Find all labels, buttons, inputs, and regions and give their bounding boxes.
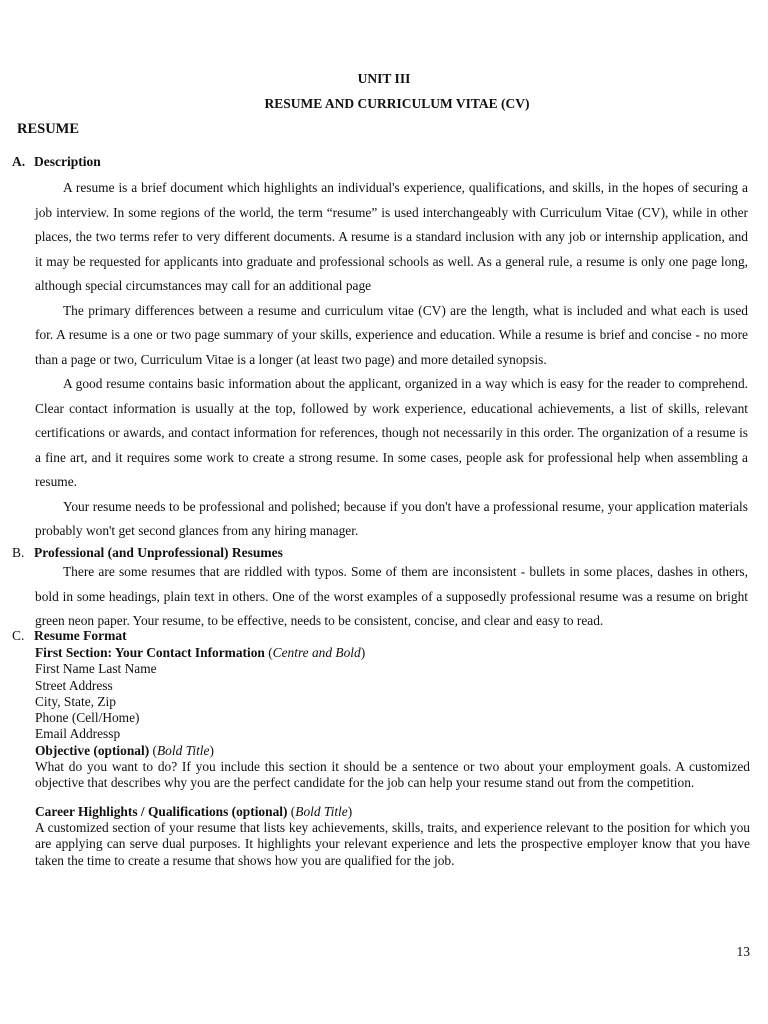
section-a-letter: A. [12,154,26,169]
contact-line: Email Addressp [35,726,121,742]
section-a-paragraph: A resume is a brief document which highlights an individual's experience, qualifications, and skills, in the hopes of securing a job interview. In some regions of the world, the term “resume” is used interchangeably with Curriculum Vitae (CV), while in other places, the two terms refer to very different documents. A resume is a standard inclusion with any job or internship application, and it may be requested for applicants into graduate and professional schools as well. As a general rule, a resume is only one page long, although special circumstances may call for an additional page [35,180,748,293]
career-label: Career Highlights / Qualifications (optional) [35,803,288,819]
unit-title: UNIT III [357,71,411,86]
section-c-heading [12,628,127,644]
section-a-paragraph: A good resume contains basic information about the applicant, organized in a way which is easy for the reader to comprehend. Clear contact information is usually at the top, followed by work experience, educational achievements, a list of skills, relevant certifications or awards, and contact information for references, though not necessarily in this order. The organization of a resume is a fine art, and it requires some work to create a strong resume. In some cases, people ask for professional help when assembling a resume. [35,376,748,489]
objective-text: What do you want to do? If you include this section it should be a sentence or two about your employment goals. A customized objective that describes why you are the perfect candidate for the job can help your resume stand out from the competition. [35,759,750,791]
section-c-body [35,645,750,869]
section-b-letter: B. [12,545,25,560]
career-note: Bold Title [295,803,348,819]
note-close: ) [360,645,366,660]
note-open: ( [287,803,296,819]
section-a-body [35,176,748,544]
contact-line: Street Address [35,677,113,693]
section-a-heading [12,154,101,170]
contact-line: Phone (Cell/Home) [35,710,140,726]
note-open: ( [264,645,273,660]
first-section-note: Centre and Bold [272,645,361,660]
section-a-title: Description [34,154,101,169]
note-close: ) [209,742,214,758]
spacer [35,792,750,804]
contact-line: First Name Last Name [35,661,157,677]
section-b-body [35,560,748,634]
objective-note: Bold Title [157,742,210,758]
section-a-paragraph: Your resume needs to be professional and polished; because if you don't have a professional resume, your application materials probably won't get second glances from any hiring manager. [35,498,748,538]
objective-label: Objective (optional) [35,742,150,758]
first-section-heading [35,645,750,661]
section-a-paragraph: The primary differences between a resume and curriculum vitae (CV) are the length, what is included and what each is used for. A resume is a one or two page summary of your skills, experience and education. While a resume is brief and concise - no more than a page or two, Curriculum Vitae is a longer (at least two page) and more detailed synopsis. [35,302,748,367]
objective-heading [35,743,750,759]
section-heading-resume: RESUME [17,121,80,137]
note-close: ) [347,803,353,819]
career-heading [35,804,750,820]
document-title: RESUME AND CURRICULUM VITAE (CV) [264,96,530,111]
note-open: ( [149,742,157,758]
section-b-paragraph: There are some resumes that are riddled with typos. Some of them are inconsistent - bullets in some places, dashes in others, bold in some headings, plain text in others. One of the worst examples of a supposedly professional resume was a resume on bright green neon paper. Your resume, to be effective, needs to be consistent, concise, and clear and easy to read. [35,564,748,628]
contact-line: City, State, Zip [35,693,116,709]
section-b-title: Professional (and Unprofessional) Resumes [34,545,283,560]
section-c-letter: C. [12,628,25,643]
section-b-heading [12,545,283,561]
career-text: A customized section of your resume that lists key achievements, skills, traits, and experience relevant to the position for which you are applying can serve dual purposes. It highlights your relevant experience and lets the prospective employer know that you have taken the time to create a resume that shows how you are qualified for the job. [35,819,750,868]
first-section-label: First Section: Your Contact Information [35,645,265,660]
page-number: 13 [736,944,750,959]
section-c-title: Resume Format [34,628,127,643]
